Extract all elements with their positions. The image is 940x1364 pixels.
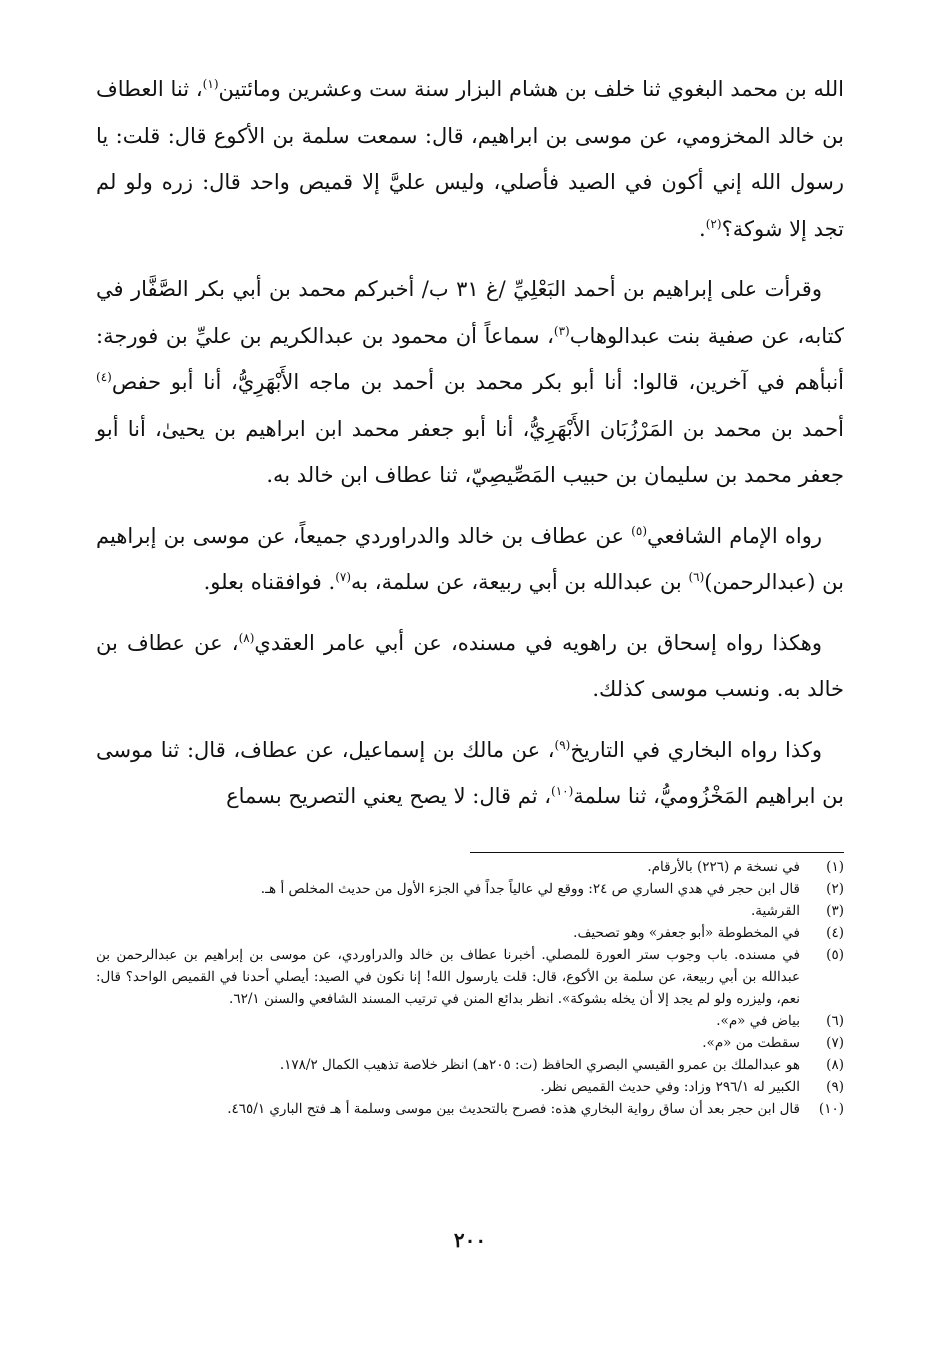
footnote [96, 922, 844, 944]
footnote [96, 1054, 844, 1076]
paragraph-5 [96, 727, 844, 820]
footnote-text: في نسخة م (٢٢٦) بالأرقام. [647, 859, 800, 875]
footnote-number: (٢) [826, 881, 844, 897]
text-run: ، ثم قال: لا يصح يعني التصريح بسماع [226, 784, 551, 808]
paragraph-gap [96, 606, 844, 620]
text-run: . فوافقناه بعلو. [203, 570, 336, 594]
footnote-text: سقطت من «م». [702, 1035, 800, 1051]
footnote-text: قال ابن حجر بعد أن ساق رواية البخاري هذه: فصرح بالتحديث بين موسى وسلمة أ هـ فتح الباري ٤٦٥/١. [227, 1101, 800, 1117]
text-run: ، عن مالك بن إسماعيل، عن عطاف، قال: ثنا موسى بن ابراهيم المَخْزُوميُّ، ثنا سلمة [96, 737, 844, 808]
footnote-text: القرشية. [750, 903, 800, 919]
footnote-number: (١٠) [818, 1101, 844, 1117]
text-run: بن عبدالله بن أبي ربيعة، عن سلمة، به [351, 570, 689, 594]
paragraph-4 [96, 620, 844, 713]
footnote-marker: (٦) [688, 570, 705, 584]
footnote-marker: (٩) [554, 737, 571, 752]
footnote-marker: (٥) [631, 523, 647, 538]
footnote [96, 1076, 844, 1098]
text-run: ، ثنا العطاف بن خالد المخزومي، عن موسى بن ابراهيم، قال: سمعت سلمة بن الأكوع قال: قلت: يا رسول الله إني أكون في الصيد فأصلي، وليس عليَّ إلا قميص واحد قال: زره ولو لم تجد إلا شوكة؟ [96, 77, 844, 241]
footnote-text: هو عبدالملك بن عمرو القيسي البصري الحافظ (ت: ٢٠٥هـ) انظر خلاصة تذهيب الكمال ١٧٨/٢. [279, 1057, 800, 1073]
footnote-marker: (٢) [705, 216, 722, 231]
text-run: وهكذا رواه إسحاق بن راهويه في مسنده، عن أبي عامر العقدي [254, 630, 822, 655]
footnote-number: (٤) [826, 925, 844, 941]
footnote-text: في المخطوطة «أبو جعفر» وهو تصحيف. [573, 925, 800, 941]
footnote-marker: (٧) [335, 570, 352, 584]
footnote-marker: (١٠) [551, 784, 574, 798]
footnote-number: (٥) [826, 947, 844, 963]
footnote-number: (٦) [826, 1013, 844, 1029]
footnote-text: قال ابن حجر في هدي الساري ص ٢٤: ووقع لي عالياً جداً في الجزء الأول من حديث المخلص أ هـ. [260, 881, 800, 897]
paragraph-gap [96, 713, 844, 727]
footnote-marker: (٤) [96, 370, 112, 384]
text-run: وكذا رواه البخاري في التاريخ [570, 737, 822, 762]
footnote-number: (١) [826, 859, 844, 875]
text-run: ، عن عطاف بن خالد به. ونسب موسى كذلك. [96, 630, 844, 701]
footnote-text: في مسنده. باب وجوب ستر العورة للمصلي. أخبرنا عطاف بن خالد والدراوردي، عن موسى بن إبراهيم بن عبدالرحمن بن عبدالله بن أبي ربيعة، عن سلمة بن الأكوع، قال: قلت يارسول الله! إنا نكون في الصيد: أيصلي أحدنا في القميص الواحد؟ قال: نعم، وليزره ولو لم يجد إلا أن يخله بشوكة». انظر بدائع المنن في ترتيب المسند الشافعي والسنن ٦٢/١. [96, 947, 800, 1007]
paragraph-gap [96, 499, 844, 513]
text-run: عن عطاف بن خالد والدراوردي جميعاً، عن موسى بن إبراهيم بن (عبدالرحمن) [96, 523, 844, 594]
footnote-number: (٧) [826, 1035, 844, 1051]
footnote [96, 944, 844, 1010]
footnotes [96, 856, 844, 1120]
text-run: رواه الإمام الشافعي [647, 523, 822, 548]
footnote-marker: (١) [202, 77, 219, 91]
text-run: . [699, 216, 706, 241]
page-number: ٢٠٠ [453, 1228, 487, 1252]
footnote [96, 1032, 844, 1054]
text-run: وقرأت على إبراهيم بن أحمد البَعْلِيِّ /غ ٣١ ب/ أخبركم محمد بن أبي بكر الصَّفَّار في كتابه، عن صفية بنت عبدالوهاب [96, 277, 844, 348]
paragraph-3 [96, 513, 844, 606]
footnote-separator [470, 852, 844, 853]
text-run: أحمد بن محمد بن المَرْزُبَان الأَبْهَرِيُّ، أنا أبو جعفر محمد ابن ابراهيم بن يحيىٰ، أنا أبو جعفر محمد بن سليمان بن حبيب المَصِّيصِيّ، ثنا عطاف ابن خالد به. [96, 416, 844, 487]
footnote-number: (٣) [826, 903, 844, 919]
footnote-text: الكبير له ٢٩٦/١ وزاد: وفي حديث القميص نظر. [540, 1079, 800, 1095]
footnote-text: بياض في «م». [716, 1013, 800, 1029]
paragraph-2 [96, 266, 844, 499]
footnote-number: (٩) [826, 1079, 844, 1095]
paragraph-gap [96, 252, 844, 266]
footnote [96, 1098, 844, 1120]
footnote-marker: (٨) [238, 630, 255, 645]
footnote-marker: (٣) [553, 323, 570, 338]
footnote [96, 856, 844, 878]
footnote [96, 900, 844, 922]
footnote [96, 878, 844, 900]
footnote-number: (٨) [826, 1057, 844, 1073]
text-run: الله بن محمد البغوي ثنا خلف بن هشام البزار سنة ست وعشرين ومائتين [218, 77, 844, 101]
footnote [96, 1010, 844, 1032]
paragraph-1 [96, 66, 844, 252]
page-body [96, 66, 844, 1306]
text-run: ، سماعاً أن محمود بن عبدالكريم بن عليِّ بن فورجة: أنبأهم في آخرين، قالوا: أنا أبو بكر محمد بن أحمد بن ماجه الأَبْهَرِيُّ، أنا أبو حفص [96, 323, 844, 394]
